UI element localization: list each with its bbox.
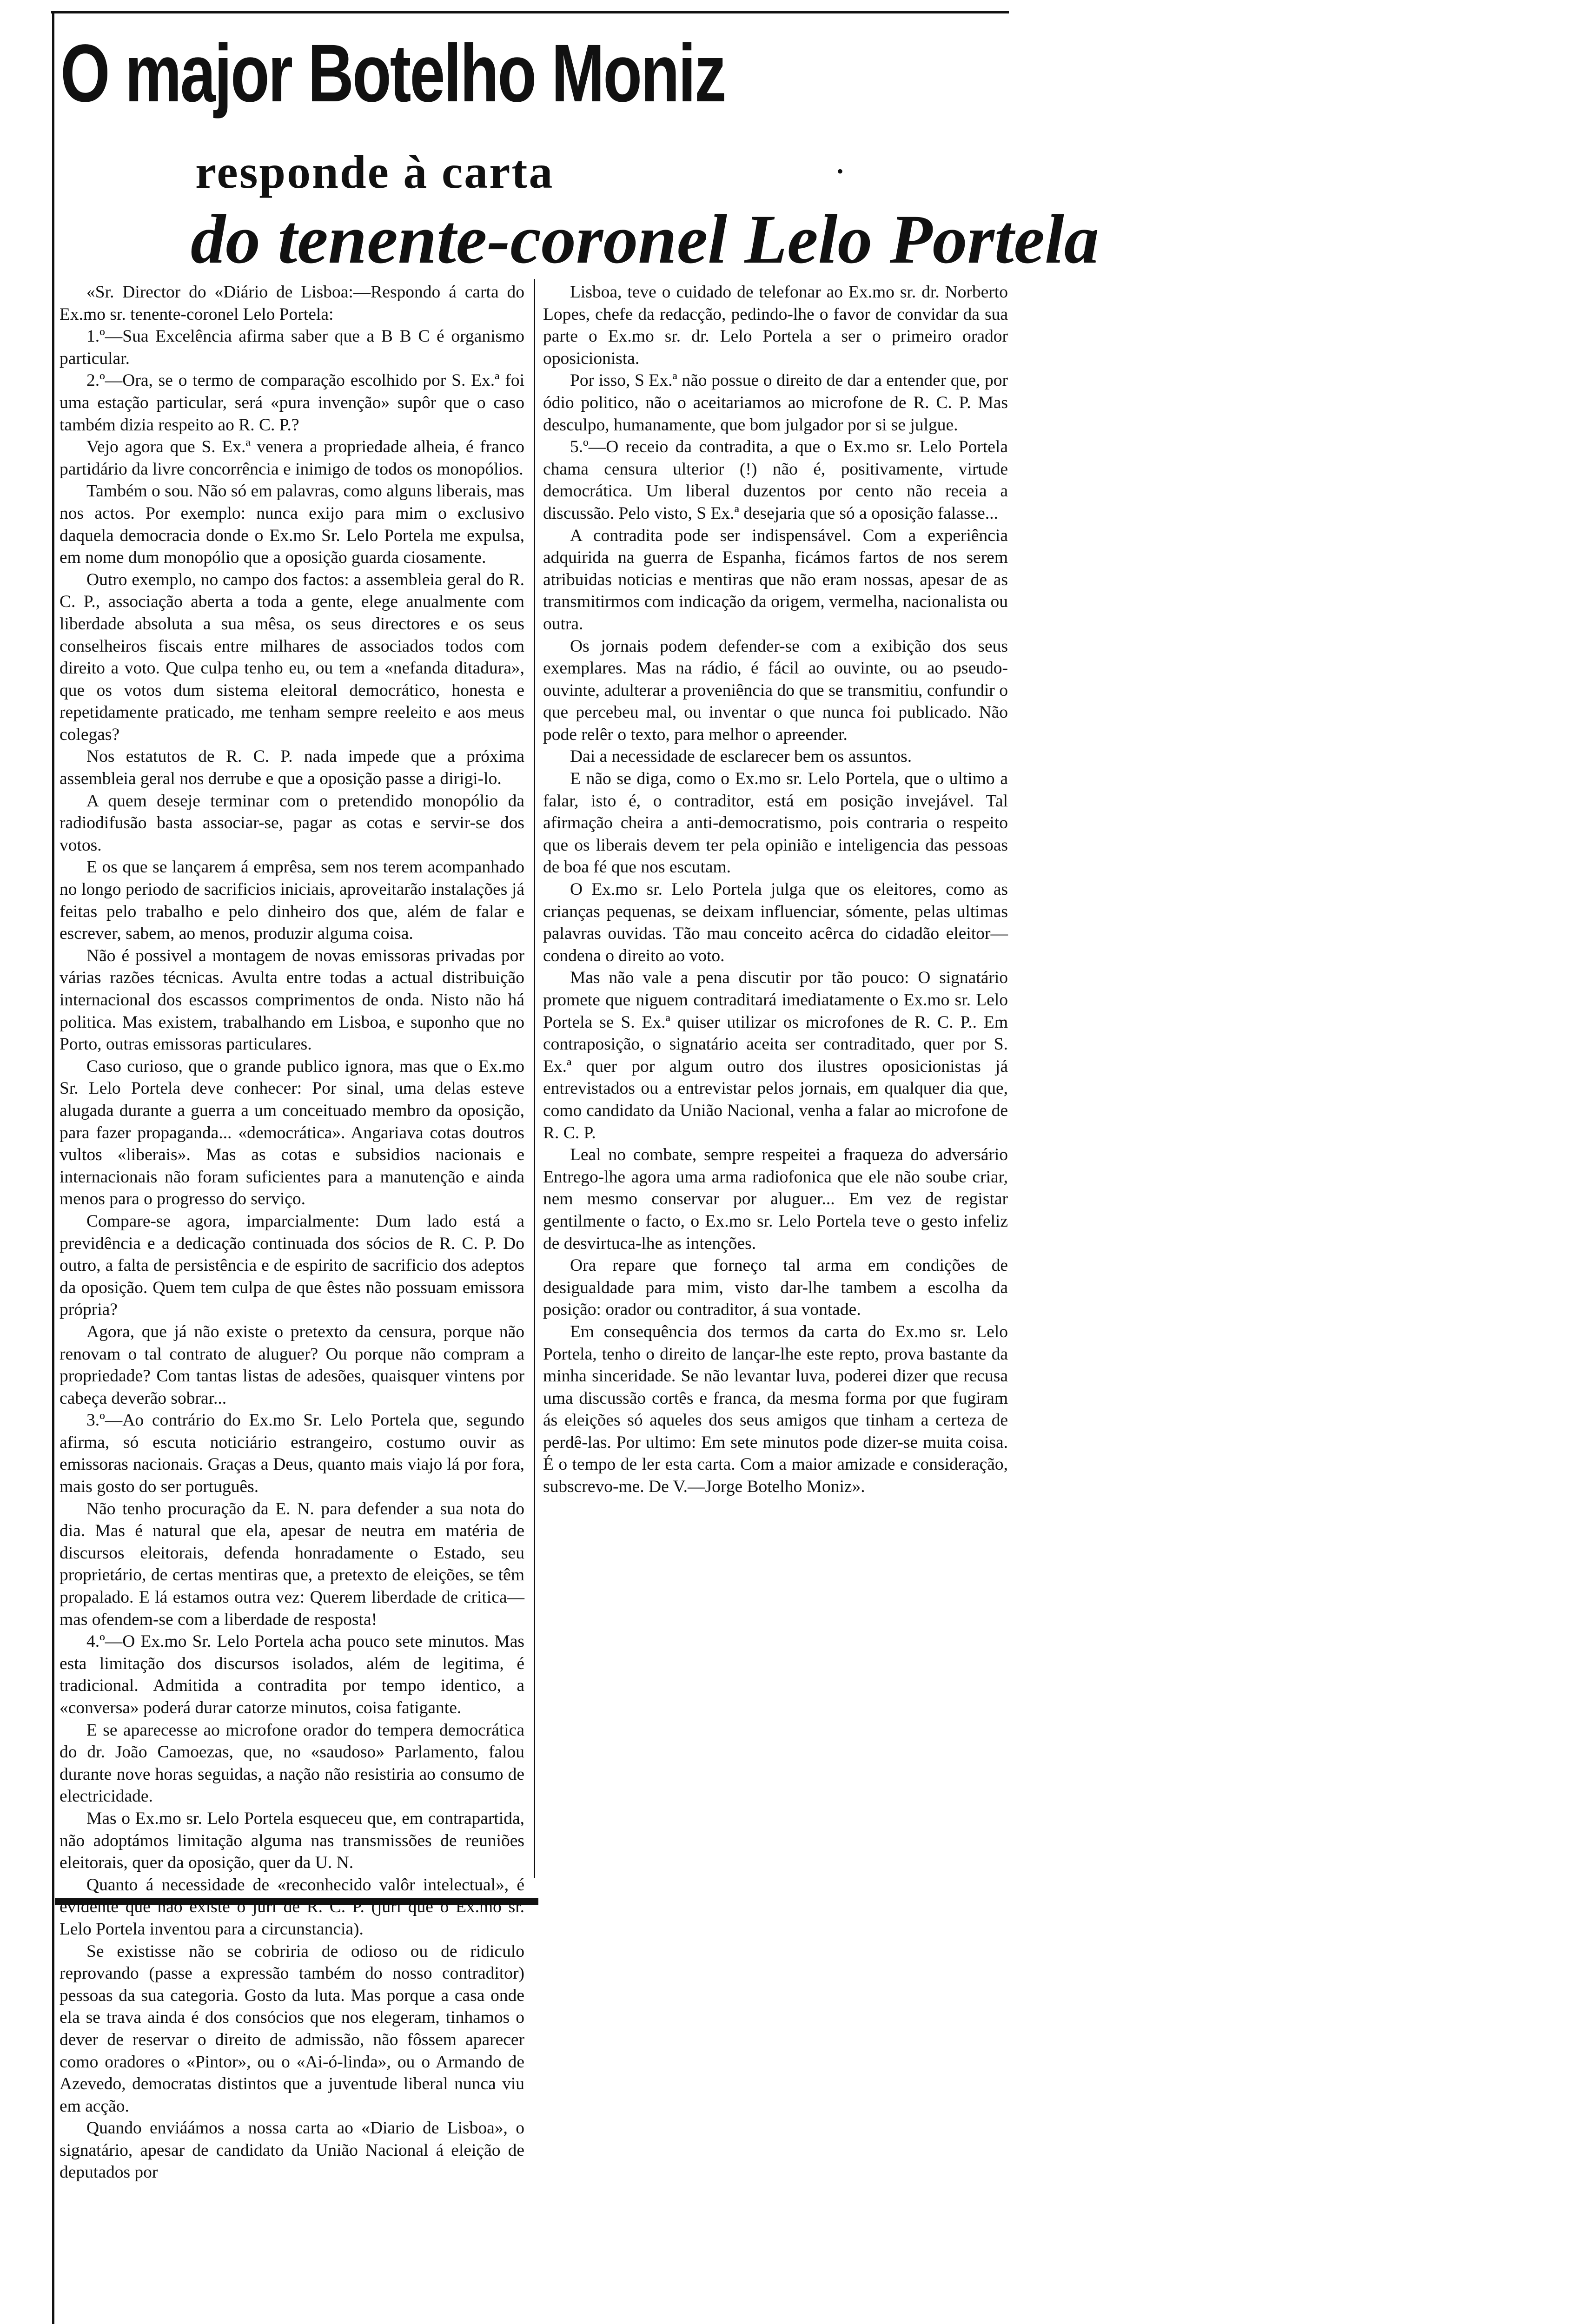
- article-column-right: [543, 281, 1008, 1498]
- article-paragraph: Quando enviáámos a nossa carta ao «Diario de Lisboa», o signatário, apesar de candidato da União Nacional á eleição de deputados por: [60, 2119, 524, 2182]
- article-paragraph: Por isso, S Ex.ª não possue o direito de dar a entender que, por ódio politico, não o aceitariamos ao microfone de R. C. P. Mas desculpo, humanamente, que bom julgador por si se julgue.: [543, 371, 1008, 435]
- subheadline-name: do tenente-coronel Lelo Portela: [191, 201, 1099, 278]
- article-paragraph: 4.º—O Ex.mo Sr. Lelo Portela acha pouco sete minutos. Mas esta limitação dos discursos isolados, além de legitima, é tradicional. Admitida a contradita por tempo identico, a «conversa» poderá durar catorze minutos, coisa fatigante.: [60, 1632, 524, 1717]
- article-paragraph: E não se diga, como o Ex.mo sr. Lelo Portela, que o ultimo a falar, isto é, o contraditor, está em posição invejável. Tal afirmação cheira a anti-democratismo, pois contraria o respeito que os liberais devem ter pela opinião e inteligencia das pessoas de boa fé que nos escutam.: [543, 769, 1008, 877]
- article-paragraph: Quanto á necessidade de «reconhecido valôr intelectual», é evidente que não existe o juri de R. C. P. (juri que o Ex.mo sr. Lelo Portela inventou para a circunstancia).: [60, 1875, 524, 1939]
- article-paragraph: Compare-se agora, imparcialmente: Dum lado está a previdência e a dedicação continuada dos sócios de R. C. P. Do outro, a falta de persistência e de espirito de sacrificio dos adeptos da oposição. Quem tem culpa de que êstes não possuam emissora própria?: [60, 1211, 524, 1320]
- article-paragraph: Se existisse não se cobriria de odioso ou de ridiculo reprovando (passe a expressão também do nosso contraditor) pessoas da sua categoria. Gosto da luta. Mas porque a casa onde ela se trava ainda é dos consócios que nos elegeram, tinhamos o dever de reservar o direito de admissão, não fôssem aparecer como oradores o «Pintor», ou o «Ai-ó-linda», ou o Armando de Azevedo, democratas distintos que a juventude liberal nunca viu em acção.: [60, 1941, 524, 2116]
- article-paragraph: Caso curioso, que o grande publico ignora, mas que o Ex.mo Sr. Lelo Portela deve conhecer: Por sinal, uma delas esteve alugada durante a guerra a um conceituado membro da oposição, para fazer propaganda... «democrática». Angariava cotas doutros vultos «liberais». Mas as cotas e subsidios nacionais e internacionais não foram suficientes para a manutenção e ainda menos para o progresso do serviço.: [60, 1056, 524, 1209]
- article-paragraph: Também o sou. Não só em palavras, como alguns liberais, mas nos actos. Por exemplo: nunca exijo para mim o exclusivo daquela democracia donde o Ex.mo Sr. Lelo Portela me expulsa, em nome dum monopólio que a oposição guarda ciosamente.: [60, 482, 524, 568]
- left-rule: [52, 11, 54, 2324]
- article-paragraph: A quem deseje terminar com o pretendido monopólio da radiodifusão basta associar-se, pagar as cotas e servir-se dos votos.: [60, 791, 524, 855]
- article-paragraph: 3.º—Ao contrário do Ex.mo Sr. Lelo Portela que, segundo afirma, só escuta noticiário estrangeiro, costumo ouvir as emissoras nacionais. Graças a Deus, quanto mais viajo lá por fora, mais gosto do ser português.: [60, 1411, 524, 1497]
- article-paragraph: Não é possivel a montagem de novas emissoras privadas por várias razões técnicas. Avulta entre todas a actual distribuição internacional dos escassos comprimentos de onda. Nisto não há politica. Mas existem, trabalhando em Lisboa, e suponho que no Porto, outras emissoras particulares.: [60, 946, 524, 1054]
- article-paragraph: Mas o Ex.mo sr. Lelo Portela esqueceu que, em contrapartida, não adoptámos limitação alguma nas transmissões de reuniões eleitorais, quer da oposição, quer da U. N.: [60, 1809, 524, 1873]
- article-paragraph: Dai a necessidade de esclarecer bem os assuntos.: [570, 747, 912, 766]
- article-paragraph: Não tenho procuração da E. N. para defender a sua nota do dia. Mas é natural que ela, apesar de neutra em matéria de discursos eleitorais, defenda honradamente o Estado, seu proprietário, de certas mentiras que, a pretexto de eleições, se têm propalado. E lá estamos outra vez: Querem liberdade de critica—mas ofendem-se com a liberdade de resposta!: [60, 1499, 524, 1629]
- article-paragraph: 2.º—Ora, se o termo de comparação escolhido por S. Ex.ª foi uma estação particular, será «pura invenção» supôr que o caso também dizia respeito ao R. C. P.?: [60, 371, 524, 435]
- article-paragraph: O Ex.mo sr. Lelo Portela julga que os eleitores, como as crianças pequenas, se deixam influenciar, sómente, pelas ultimas palavras ouvidas. Tão mau conceito acêrca do cidadão eleitor—condena o direito ao voto.: [543, 880, 1008, 965]
- subheadline: responde à carta: [195, 146, 554, 198]
- headline: O major Botelho Moniz: [60, 28, 725, 119]
- article-paragraph: E se aparecesse ao microfone orador do tempera democrática do dr. João Camoezas, que, no «saudoso» Parlamento, falou durante nove horas seguidas, a nação não resistiria ao consumo de electricidade.: [60, 1720, 524, 1806]
- top-rule: [51, 11, 1009, 13]
- article-paragraph: Nos estatutos de R. C. P. nada impede que a próxima assembleia geral nos derrube e que a oposição passe a dirigi-lo.: [60, 747, 524, 789]
- ornament-mark: •: [837, 161, 844, 182]
- article-paragraph: Leal no combate, sempre respeitei a fraqueza do adversário Entrego-lhe agora uma arma radiofonica que ele não soube criar, nem mesmo conservar por aluguer... Em vez de registar gentilmente o facto, o Ex.mo sr. Lelo Portela teve o gesto infeliz de desvirtuca-lhe as intenções.: [543, 1145, 1008, 1253]
- article-paragraph: Outro exemplo, no campo dos factos: a assembleia geral do R. C. P., associação aberta a toda a gente, elege anualmente com liberdade absoluta a sua mêsa, os seus directores e os seus conselheiros fiscais entre milhares de associados todos com direito a voto. Que culpa tenho eu, ou tem a «nefanda ditadura», que os votos dum sistema eleitoral democrático, honesta e repetidamente praticado, me tenham sempre reeleito e aos meus colegas?: [60, 570, 524, 744]
- article-paragraph: 5.º—O receio da contradita, a que o Ex.mo sr. Lelo Portela chama censura ulterior (!) não é, positivamente, virtude democrática. Um liberal duzentos por cento não receia a discussão. Pelo visto, S Ex.ª desejaria que só a oposição falasse...: [543, 437, 1008, 523]
- article-paragraph: Vejo agora que S. Ex.ª venera a propriedade alheia, é franco partidário da livre concorrência e inimigo de todos os monopólios.: [60, 437, 524, 479]
- column-divider: [534, 279, 535, 1878]
- article-paragraph: Em consequência dos termos da carta do Ex.mo sr. Lelo Portela, tenho o direito de lançar-lhe este repto, prova bastante da minha sinceridade. Se não levantar luva, poderei dizer que recusa uma discussão cortês e franca, da mesma forma por que fugiram ás eleições só aqueles dos seus amigos que tinham a certeza de perdê-las. Por ultimo: Em sete minutos pode dizer-se muita coisa. É o tempo de ler esta carta. Com a maior amizade e consideração, subscrevo-me. De V.—Jorge Botelho Moniz».: [543, 1322, 1008, 1497]
- article-paragraph: Lisboa, teve o cuidado de telefonar ao Ex.mo sr. dr. Norberto Lopes, chefe da redacção, pedindo-lhe o favor de convidar da sua parte o Ex.mo sr. dr. Lelo Portela a ser o primeiro orador oposicionista.: [543, 283, 1008, 368]
- article-paragraph: Mas não vale a pena discutir por tão pouco: O signatário promete que niguem contraditará imediatamente o Ex.mo sr. Lelo Portela se S. Ex.ª quiser utilizar os microfones de R. C. P.. Em contraposição, o signatário aceita ser contraditado, quer por S. Ex.ª quer por algum outro dos ilustres oposicionistas já entrevistados ou a entrevistar pelos jornais, em qualquer dia que, como candidato da União Nacional, venha a falar ao microfone de R. C. P.: [543, 968, 1008, 1142]
- article-paragraph: Agora, que já não existe o pretexto da censura, porque não renovam o tal contrato de aluguer? Ou porque não compram a propriedade? Com tantas listas de adesões, quaisquer vintens por cabeça deverão sobrar...: [60, 1322, 524, 1408]
- article-paragraph: 1.º—Sua Excelência afirma saber que a B B C é organismo particular.: [60, 327, 524, 368]
- article-column-left: [60, 281, 524, 2184]
- article-paragraph: Os jornais podem defender-se com a exibição dos seus exemplares. Mas na rádio, é fácil ao ouvinte, ou ao pseudo-ouvinte, adulterar a proveniência do que se transmitiu, confundir o que percebeu mal, ou inventar o que nunca foi publicado. Não pode relêr o texto, para melhor o apreender.: [543, 636, 1008, 744]
- article-paragraph: A contradita pode ser indispensável. Com a experiência adquirida na guerra de Espanha, ficámos fartos de nos serem atribuidas noticias e mentiras que não eram nossas, apesar de as transmitirmos com indicação da origem, vermelha, nacionalista ou outra.: [543, 526, 1008, 634]
- article-paragraph: Ora repare que forneço tal arma em condições de desigualdade para mim, visto dar-lhe tambem a escolha da posição: orador ou contraditor, á sua vontade.: [543, 1256, 1008, 1320]
- article-paragraph: «Sr. Director do «Diário de Lisboa:—Respondo á carta do Ex.mo sr. tenente-coronel Lelo Portela:: [60, 283, 524, 324]
- article-paragraph: E os que se lançarem á emprêsa, sem nos terem acompanhado no longo periodo de sacrificios iniciais, aproveitarão instalações já feitas pelo trabalho e pelo dinheiro dos que, além de falar e escrever, sabem, ao menos, produzir alguma coisa.: [60, 858, 524, 944]
